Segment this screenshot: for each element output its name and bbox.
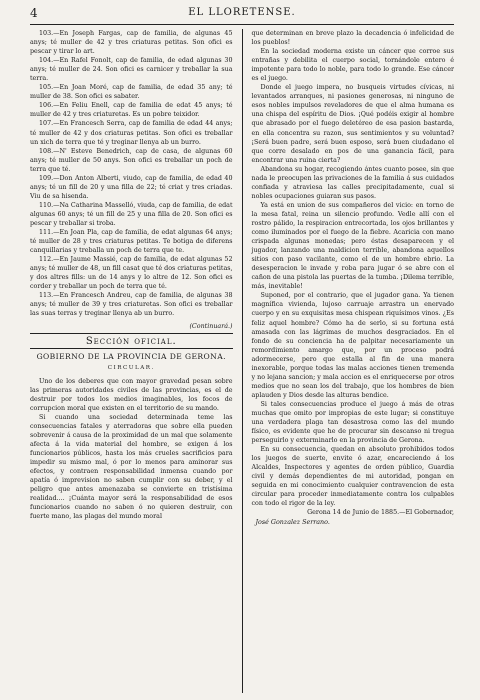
right-column xyxy=(251,29,454,693)
circular-paragraph-1: Uno de los deberes que con mayor gravedad pesan sobre las primeras autoridades civiles de las provincias, es el de destruir por todos los medios imaginables, los focos de corrupcion moral que existen en el territorio de su mando. xyxy=(30,377,233,412)
entry-106: 106.—En Feliu Enell, cap de familia de edat 45 anys; té muller de 42 y tres criaturetas. Es un pobre teixidor. xyxy=(30,102,233,119)
entry-104: 104.—En Rafel Fonolt, cap de familia, de edad algunas 30 anys; té muller de 24. Son ofici es carnicer y treballar la sua terra. xyxy=(30,57,233,83)
page-number: 4 xyxy=(30,6,38,20)
entry-109: 109.—Don Anton Alberti, viudo, cap de familia, de edad 40 anys; té un fill de 20 y una filla de 22; té criat y tres criadas. Viu de sa hisenda. xyxy=(30,174,233,200)
left-column xyxy=(30,29,233,693)
entry-105: 105.—En Joan Moré, cap de familia, de edad 35 any; té muller de 38. Son ofici es sabater. xyxy=(30,84,233,101)
circular-paragraph-9: En su consecuencia, quedan en absoluto prohibidos todos los juegos de suerte, envite ó azar, encareciendo á los Alcaldes, Inspectores y agentes de orden público, Guardia civil y demás dependientes de mi autoridad, pongan en seguida en mi conocimiento cualquier contravencion de esta circular para proceder inmediatamente contra los culpables con todo el rigor de la ley. xyxy=(251,446,454,508)
circular-paragraph-3: En la sociedad moderna existe un cáncer que corroe sus entrañas y debilita el cuerpo social, tornándole entero é impotente para todo lo noble, para todo lo grande. Ese cáncer es el juego. xyxy=(251,48,454,83)
circular-paragraph-4: Donde el juego impera, no busqueis virtudes cívicas, ni levantados arranques, ni pasiones generosas, ni ninguno de esos nobles impulsos reveladores de que el alma humana es una chispa del espíritu de Dios. ¡Qué podéis exigir al hombre que abrasado por el fuego deletéreo de esa pasion bastarda, en ella concentra su razon, sus sentimientos y su voluntad? ¡Será buen padre, será buen esposo, será buen ciudadano el que corre desalado en pos de una ganancia fácil, para encontrar una ruina cierta? xyxy=(251,84,454,164)
subsection-title: GOBIERNO DE LA PROVINCIA DE GERONA. xyxy=(36,351,226,361)
entry-111: 111.—En Joan Pla, cap de familia, de edat algunas 64 anys; té muller de 28 y tres criaturas petitas. Te botiga de diferens canquillarias y treballa un poch de terra que te. xyxy=(30,229,233,255)
circular-paragraph-7: Suponed, por el contrario, que el jugador gana. Ya tienen magnífica vivienda, lujoso carruaje arrastra un enervado cuerpo y en su exquisitas mesa chispean riquísimos vinos. ¿Es feliz aquel hombre? Cómo ha de serlo, si su fortuna está amasada con las lágrimas de muchos desgraciados. En el fondo de su conciencia ha de palpitar necesariamente un remordimiento amargo que, por un proceso podrá adormecerse, pero que estalla al fin de una manera inexorable, porque todas las malas acciones tienen tremenda y no lejana sancion; y mala accion es el enriquecerse por otros medios que no sean los del trabajo, que los hombres de bien aplauden y Dios desde las alturas bendice. xyxy=(251,292,454,399)
entry-113: 113.—En Francesch Andreu, cap de familia, de algunas 38 anys; té muller de 39 y tres criaturetas. Son ofici es treballar las suas terras y treginar llenya ab un burro. xyxy=(30,292,233,318)
signature-name: José Gonzalez Serrano. xyxy=(255,518,330,526)
column-divider xyxy=(242,29,243,693)
circular-paragraph-5: Abandona su hogar, recogiendo ántes cuanto posee, sin que nada le preocupen las privaciones de la familia á sus cuidados confiada y atraviesa las calles precipitadamente, cual si nobles ocupaciones guiaran sus pasos. xyxy=(251,165,454,200)
columns xyxy=(30,29,454,693)
circular-continuation: que determinan en breve plazo la decadencia ó infelicidad de los pueblos! xyxy=(251,30,454,47)
section-title: Sección oficial. xyxy=(85,335,177,347)
signature-line: Gerona 14 de Junio de 1885.—El Gobernador, xyxy=(307,509,454,517)
entry-108: 108.—N' Esteve Benedrich, cap de casa, de algunas 60 anys; té muller de 50 anys. Son ofici es treballar un poch de terra que té. xyxy=(30,147,233,173)
newspaper-title: EL LLORETENSE. xyxy=(188,7,296,18)
entry-107: 107.—En Francesch Serra, cap de familia de edad 44 anys; té muller de 42 y dos criaturas petitas. Son ofici es treballar un xich de terra que té y treginar llenya ab un burro. xyxy=(30,120,233,146)
entry-103: 103.—En Joseph Fargas, cap de familia, de algunas 45 anys; té muller de 42 y tres criaturas petitas. Son ofici es pescar y tirar lo art. xyxy=(30,30,233,56)
divider-bottom xyxy=(30,348,233,349)
circular-paragraph-6: Ya está en union de sus compañeros del vicio: en torno de la mesa fatal, reina un silencio profundo. Vedle allí con el rostro pálido, la respiracion entrecortada, los ojos brillantes y como iluminados por el fuego de la fiebre. Acaricia con mano crispada algunas monedas; pero éstas desaparecen y el jugador, lanzando una maldicion terrible, abandona aquellos sitios con paso vacilante, como el de un hombre ebrio. La desesperacion le invade y roba para jugar ó se abre con el cañon de una pistola las puertas de la tumba. ¡Dilema terrible, más, inevitable! xyxy=(251,201,454,291)
circular-paragraph-2: Si cuando una sociedad determinada teme las consecuencias fatales y aterradoras que sobre ella pueden sobrevenir á causa de la proximidad de un mal que solamente afecta á la vida material del hombre, se exigen á los funcionarios públicos, hasta los más crueles sacrificios para impedir su mismo mal, ó por lo menos para aminorar sus efectos, y contraen responsabilidad inmensa cuando por apatía ó imprevision no saben cumplir con su deber, y el peligro que antes amenazaba se convierte en tristísima realidad.... ¡Cuánta mayor será la responsabilidad de esos funcionarios cuando no saben ó no quieren destruir, con fuerte mano, las plagas del mundo moral xyxy=(30,413,233,521)
circular-label: CIRCULAR. xyxy=(107,364,155,371)
entry-112: 112.—En Jaume Massié, cap de familia, de edat algunas 52 anys; té muller de 48, un fill casat que té dos criaturas petitas, y dos altres fills: un de 14 anys y lo altre de 12. Son ofici es corder y treballar un poch de terra que té. xyxy=(30,256,233,291)
page-header xyxy=(30,0,454,25)
divider-top xyxy=(30,333,233,334)
circular-paragraph-8: Si tales consecuencias produce el juego á más de otras muchas que omito por impropias de este lugar; si constituye una verdadera plaga tan desastrosa como las del mundo físico, es evidente que he de procurar sin descanso ni tregua perseguirlo y exterminarlo en la provincia de Gerona. xyxy=(251,400,454,445)
continued-note: (Continuará.) xyxy=(189,322,233,330)
entry-110: 110.—Na Catharina Masselló, viuda, cap de familia, de edat algunas 60 anys; té un fill de 25 y una filla de 20. Son ofici es pescar y treballar si troba. xyxy=(30,201,233,227)
